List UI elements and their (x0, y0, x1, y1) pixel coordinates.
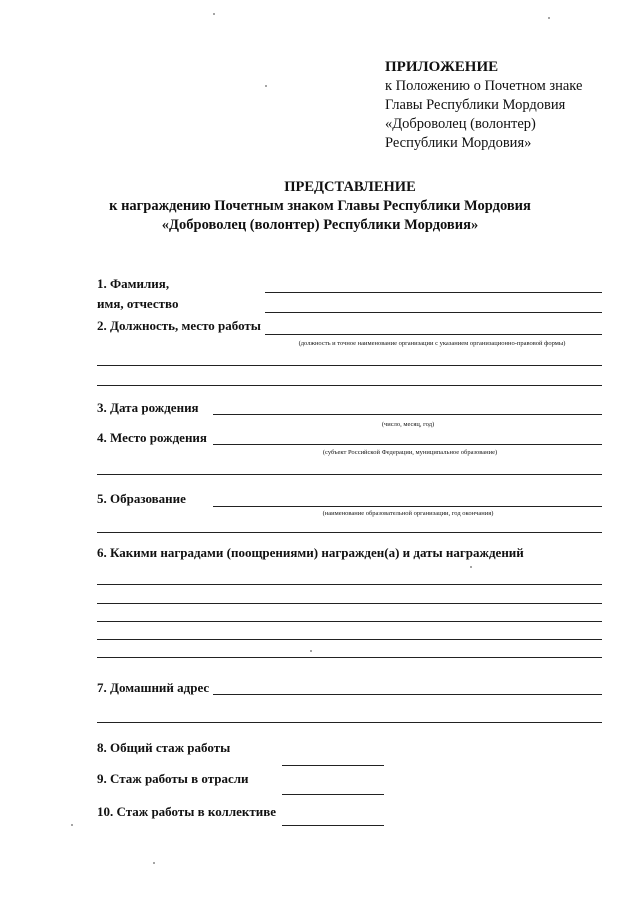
scan-speck (71, 824, 73, 826)
field-6-label: 6. Какими наградами (поощрениями) награжден(а) и даты награждений (97, 545, 524, 560)
field-9-line[interactable] (282, 794, 384, 795)
field-6-line-c[interactable] (97, 621, 602, 622)
title-line-2: к награждению Почетным знаком Главы Республики Мордовия (109, 198, 531, 214)
field-7-line-a[interactable] (213, 694, 602, 695)
title-line-3: «Доброволец (волонтер) Республики Мордовия» (161, 217, 479, 233)
appendix-line-1: к Положению о Почетном знаке (385, 78, 583, 94)
field-5-hint: (наименование образовательной организации, год окончания) (322, 510, 494, 517)
field-3-line[interactable] (213, 414, 602, 415)
field-4-line-b[interactable] (97, 474, 602, 475)
field-6-line-b[interactable] (97, 603, 602, 604)
appendix-block (385, 58, 582, 153)
field-10-line[interactable] (282, 825, 384, 826)
scan-speck (153, 862, 155, 864)
appendix-line-2: Главы Республики Мордовия (385, 97, 566, 113)
field-6-line-d[interactable] (97, 639, 602, 640)
field-2-hint: (должность и точное наименование организации с указанием организационно-правовой формы) (298, 340, 566, 347)
field-3-label: 3. Дата рождения (97, 400, 199, 415)
field-2-line-c[interactable] (97, 385, 602, 386)
appendix-line-4: Республики Мордовия» (385, 135, 532, 151)
appendix-line-3: «Доброволец (волонтер) (385, 116, 536, 132)
field-2-line-b[interactable] (97, 365, 602, 366)
field-4-hint: (субъект Российской Федерации, муниципальное образование) (322, 449, 498, 456)
field-6-line-e[interactable] (97, 657, 602, 658)
field-7-line-b[interactable] (97, 722, 602, 723)
field-1-label-line-1: 1. Фамилия, (97, 276, 170, 291)
field-4-line-a[interactable] (213, 444, 602, 445)
field-6-line-a[interactable] (97, 584, 602, 585)
scan-speck (470, 566, 472, 568)
field-9-label: 9. Стаж работы в отрасли (97, 771, 249, 786)
field-3-hint: (число, месяц, год) (381, 421, 435, 428)
scan-speck (265, 85, 267, 87)
field-2-label: 2. Должность, место работы (97, 318, 261, 333)
appendix-heading: ПРИЛОЖЕНИЕ (385, 59, 499, 75)
field-1-line-b[interactable] (265, 312, 602, 313)
document-title (0, 178, 640, 235)
title-line-1: ПРЕДСТАВЛЕНИЕ (284, 179, 416, 195)
field-7-label: 7. Домашний адрес (97, 680, 210, 695)
scan-speck (213, 13, 215, 15)
field-8-line[interactable] (282, 765, 384, 766)
field-5-line-b[interactable] (97, 532, 602, 533)
field-5-line-a[interactable] (213, 506, 602, 507)
field-2-line-a[interactable] (265, 334, 602, 335)
field-10-label: 10. Стаж работы в коллективе (97, 804, 277, 819)
field-5-label: 5. Образование (97, 491, 186, 506)
scan-speck (548, 17, 550, 19)
field-4-label: 4. Место рождения (97, 430, 207, 445)
scan-speck (310, 650, 312, 652)
field-1-label-line-2: имя, отчество (97, 296, 179, 311)
field-1-line-a[interactable] (265, 292, 602, 293)
field-8-label: 8. Общий стаж работы (97, 740, 231, 755)
